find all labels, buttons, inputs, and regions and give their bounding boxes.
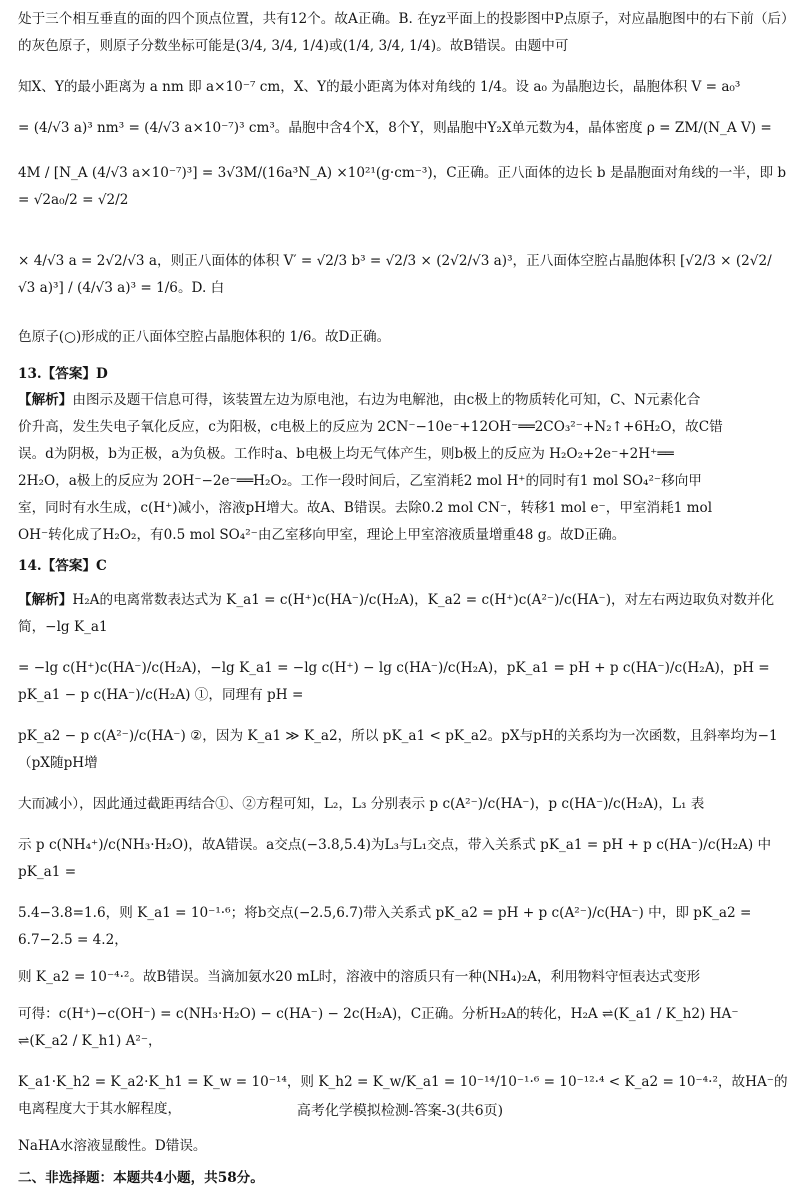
section-heading: 二、非选择题：本题共4小题，共58分。 bbox=[18, 1170, 264, 1186]
answer-heading: 13.【答案】D bbox=[18, 366, 108, 382]
continuation-block bbox=[18, 6, 788, 351]
question-14 bbox=[18, 553, 788, 1160]
text-line: 可得：c(H⁺)−c(OH⁻) = c(NH₃·H₂O) − c(HA⁻) − 2c(H₂A)，C正确。分析H₂A的转化，H₂A ⇌(K_a1 / K_h2) HA⁻ ⇌(K_a2 / K_h1) A²⁻， bbox=[18, 1006, 739, 1049]
question-13 bbox=[18, 361, 788, 549]
text-line: 5.4−3.8=1.6，则 K_a1 = 10⁻¹·⁶；将b交点(−2.5,6.7)带入关系式 pK_a2 = pH + p c(A²⁻)/c(HA⁻) 中，即 pK_a2 = 6.7−2.5 = 4.2， bbox=[18, 905, 752, 948]
text-line: 示 p c(NH₄⁺)/c(NH₃·H₂O)，故A错误。a交点(−3.8,5.4)为L₃与L₁交点，带入关系式 pK_a1 = pH + p c(HA⁻)/c(H₂A) 中 pK_a1 = bbox=[18, 837, 772, 880]
text-line: 知X、Y的最小距离为 a nm 即 a×10⁻⁷ cm，X、Y的最小距离为体对角线的 1/4。设 a₀ 为晶胞边长，晶胞体积 V = a₀³ bbox=[18, 79, 741, 95]
analysis-tag: 【解析】 bbox=[18, 392, 73, 408]
text-line: 价升高，发生失电子氧化反应，c为阳极，c电极上的反应为 2CN⁻−10e⁻+12OH⁻══2CO₃²⁻+N₂↑+6H₂O，故C错 bbox=[18, 419, 723, 435]
answer-page bbox=[18, 6, 788, 1190]
text-line: NaHA水溶液显酸性。D错误。 bbox=[18, 1138, 207, 1154]
analysis-text: H₂A的电离常数表达式为 K_a1 = c(H⁺)c(HA⁻)/c(H₂A)，K_a2 = c(H⁺)c(A²⁻)/c(HA⁻)，对左右两边取负对数并化简，−lg K_a1 bbox=[18, 592, 775, 635]
text-line: 色原子(○)形成的正八面体空腔占晶胞体积的 1/6。故D正确。 bbox=[18, 329, 391, 345]
text-line: 处于三个相互垂直的面的四个顶点位置，共有12个。故A正确。B. 在yz平面上的投影图中P点原子，对应晶胞图中的右下前（后）的灰色原子，则原子分数坐标可能是(3/4, 3/4, 1/4)或(1/4, 3/4, 1/4)。故B错误。由题中可 bbox=[18, 11, 788, 54]
analysis-line bbox=[18, 587, 788, 641]
text-line: 2H₂O，a极上的反应为 2OH⁻−2e⁻══H₂O₂。工作一段时间后，乙室消耗2 mol H⁺的同时有1 mol SO₄²⁻移向甲 bbox=[18, 473, 702, 489]
analysis-tag: 【解析】 bbox=[18, 592, 73, 608]
text-line: × 4/√3 a = 2√2/√3 a，则正八面体的体积 V′ = √2/3 b³ = √2/3 × (2√2/√3 a)³，正八面体空腔占晶胞体积 [√2/3 × (2√2/√3 a)³] / (4/√3 a)³ = 1/6。D. 白 bbox=[18, 253, 772, 296]
analysis-text: 由图示及题干信息可得，该装置左边为原电池，右边为电解池，由c极上的物质转化可知，C、N元素化合 bbox=[72, 392, 701, 408]
text-line: pK_a2 − p c(A²⁻)/c(HA⁻) ②，因为 K_a1 ≫ K_a2，所以 pK_a1 < pK_a2。pX与pH的关系均为一次函数，且斜率均为−1（pX随pH增 bbox=[18, 728, 778, 771]
text-line: 室，同时有水生成，c(H⁺)减小，溶液pH增大。故A、B错误。去除0.2 mol CN⁻，转移1 mol e⁻，甲室消耗1 mol bbox=[18, 500, 713, 516]
answer-heading: 14.【答案】C bbox=[18, 558, 107, 574]
text-line: OH⁻转化成了H₂O₂，有0.5 mol SO₄²⁻由乙室移向甲室，理论上甲室溶液质量增重48 g。故D正确。 bbox=[18, 527, 626, 543]
page-footer: 高考化学模拟检测-答案-3(共6页) bbox=[296, 1103, 504, 1119]
text-line: 4M / [N_A (4/√3 a×10⁻⁷)³] = 3√3M/(16a³N_A) ×10²¹(g·cm⁻³)，C正确。正八面体的边长 b 是晶胞面对角线的一半，即 b = √2a₀/2 = √2/2 bbox=[18, 165, 787, 208]
text-line: = (4/√3 a)³ nm³ = (4/√3 a×10⁻⁷)³ cm³。晶胞中含4个X，8个Y，则晶胞中Y₂X单元数为4，晶体密度 ρ = ZM/(N_A V) = bbox=[18, 120, 772, 136]
analysis-line bbox=[18, 387, 788, 414]
text-line: K_a1·K_h2 = K_a2·K_h1 = K_w = 10⁻¹⁴，则 K_h2 = K_w/K_a1 = 10⁻¹⁴/10⁻¹·⁶ = 10⁻¹²·⁴ < K_a2 = 10⁻⁴·²，故HA⁻的电离程度大于其水解程度， bbox=[18, 1074, 788, 1117]
text-line: 误。d为阴极，b为正极，a为负极。工作时a、b电极上均无气体产生，则b极上的反应为 H₂O₂+2e⁻+2H⁺══ bbox=[18, 446, 674, 462]
text-line: 大而减小），因此通过截距再结合①、②方程可知，L₂，L₃ 分别表示 p c(A²⁻)/c(HA⁻)，p c(HA⁻)/c(H₂A)，L₁ 表 bbox=[18, 796, 705, 812]
text-line: 则 K_a2 = 10⁻⁴·²。故B错误。当滴加氨水20 mL时，溶液中的溶质只有一种(NH₄)₂A，利用物料守恒表达式变形 bbox=[18, 969, 701, 985]
text-line: = −lg c(H⁺)c(HA⁻)/c(H₂A)，−lg K_a1 = −lg c(H⁺) − lg c(HA⁻)/c(H₂A)，pK_a1 = pH + p c(HA⁻)/c(H₂A)，pH = pK_a1 − p c(HA⁻)/c(H₂A) ①，同理有 pH = bbox=[18, 660, 770, 703]
